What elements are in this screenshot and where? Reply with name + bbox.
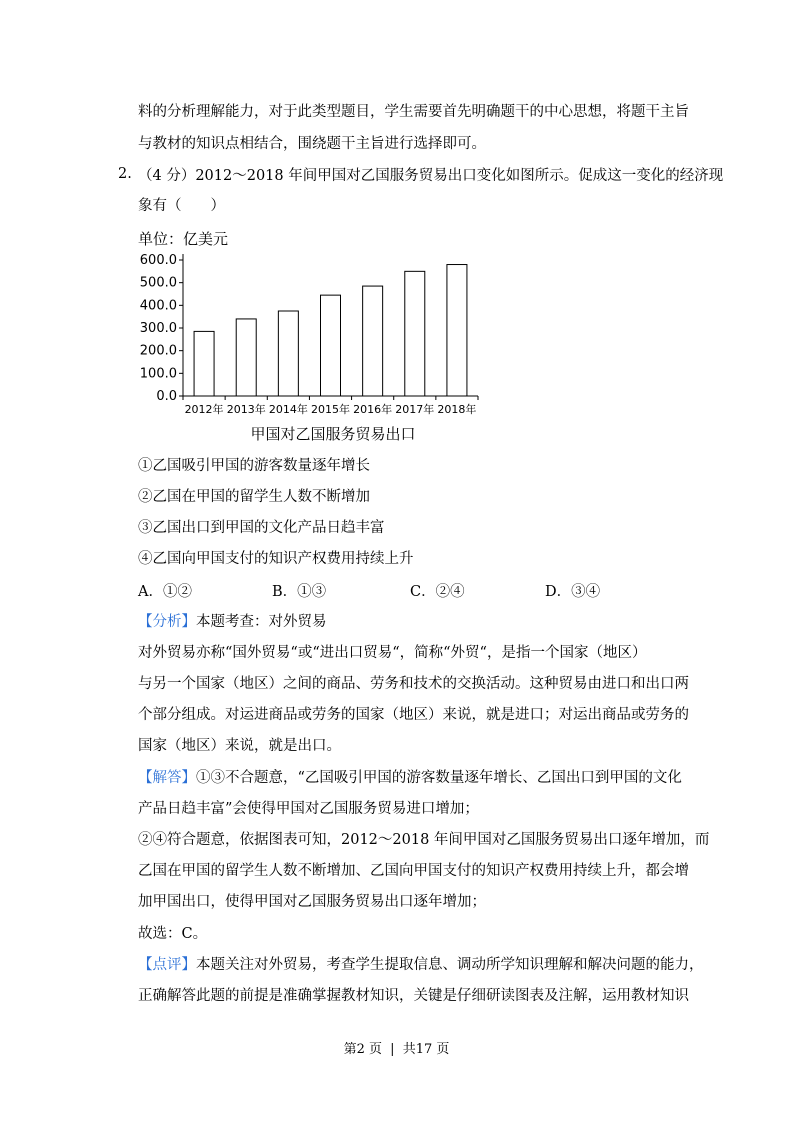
analysis-line: 个部分组成。对运进商品或劳务的国家（地区）来说，就是进口；对运出商品或劳务的	[138, 707, 689, 723]
answer-heading	[138, 768, 682, 788]
statement-1: ①乙国吸引甲国的游客数量逐年增长	[138, 458, 370, 474]
y-tick-label: 500.0	[139, 275, 177, 291]
answer-line: 乙国在甲国的留学生人数不断增加、乙国向甲国支付的知识产权费用持续上升，都会增	[138, 863, 689, 879]
analysis-tag: 【分析】	[138, 614, 196, 630]
y-tick-label: 300.0	[139, 321, 177, 336]
bar-2015年	[321, 295, 341, 396]
option-b: B．①③	[272, 584, 327, 600]
question-stem-line: 象有（ ）	[138, 198, 225, 214]
analysis-line: 对外贸易亦称“国外贸易“或“进出口贸易“，简称“外贸“，是指一个国家（地区）	[138, 645, 647, 661]
analysis-line: 与另一个国家（地区）之间的商品、劳务和技术的交换活动。这种贸易由进口和出口两	[138, 676, 689, 692]
bar-2016年	[363, 286, 383, 396]
analysis-line: 国家（地区）来说，就是出口。	[138, 738, 341, 754]
answer-line: ②④符合题意，依据图表可知，2012～2018 年间甲国对乙国服务贸易出口逐年增加，而	[138, 832, 710, 848]
y-tick-label: 600.0	[139, 253, 177, 268]
y-tick-label: 200.0	[139, 343, 177, 359]
statement-3: ③乙国出口到甲国的文化产品日趋丰富	[138, 520, 385, 536]
x-tick-label: 2016年	[353, 403, 393, 416]
question-number: 2.	[118, 166, 132, 182]
bar-2018年	[447, 265, 467, 396]
page-footer	[0, 1038, 793, 1057]
text-line: 与教材的知识点相结合，围绕题干主旨进行选择即可。	[138, 136, 486, 152]
x-tick-label: 2012年	[184, 403, 224, 416]
y-tick-label: 400.0	[139, 298, 177, 314]
analysis-head: 本题考查：对外贸易	[196, 614, 327, 630]
answer-line: 故选：C。	[138, 926, 208, 942]
comment-heading	[138, 955, 704, 975]
x-tick-label: 2018年	[437, 403, 477, 416]
text-line: 料的分析理解能力，对于此类型题目，学生需要首先明确题干的中心思想，将题干主旨	[138, 104, 689, 120]
page-number: 第2 页	[343, 1042, 383, 1057]
y-tick-label: 100.0	[139, 366, 177, 382]
answer-line: ①③不合题意，“乙国吸引甲国的游客数量逐年增长、乙国出口到甲国的文化	[196, 770, 682, 786]
statement-4: ④乙国向甲国支付的知识产权费用持续上升	[138, 551, 414, 567]
bar-chart	[128, 224, 488, 454]
chart-title: 甲国对乙国服务贸易出口	[250, 425, 416, 443]
x-tick-label: 2017年	[395, 403, 435, 416]
bar-2017年	[405, 271, 425, 396]
statement-2: ②乙国在甲国的留学生人数不断增加	[138, 489, 370, 505]
answer-line: 加甲国出口，使得甲国对乙国服务贸易出口逐年增加；	[138, 894, 486, 910]
x-tick-label: 2014年	[268, 403, 308, 416]
answer-tag: 【解答】	[138, 770, 196, 786]
chart-unit-label: 单位：亿美元	[138, 230, 229, 248]
comment-tag: 【点评】	[138, 957, 196, 973]
page-total: 共17 页	[402, 1042, 450, 1057]
option-a: A．①②	[138, 584, 192, 600]
answer-line: 产品日趋丰富”会使得甲国对乙国服务贸易进口增加；	[138, 801, 479, 817]
analysis-heading	[138, 612, 327, 632]
bar-2014年	[278, 311, 298, 396]
x-tick-label: 2013年	[226, 403, 266, 416]
x-tick-label: 2015年	[311, 403, 350, 416]
bar-2012年	[194, 331, 214, 396]
comment-line: 正确解答此题的前提是准确掌握教材知识，关键是仔细研读图表及注解，运用教材知识	[138, 988, 689, 1004]
question-stem-line: （4 分）2012～2018 年间甲国对乙国服务贸易出口变化如图所示。促成这一变化的经济现	[138, 168, 724, 184]
y-tick-label: 0.0	[156, 389, 177, 404]
option-c: C．②④	[410, 584, 465, 600]
option-d: D．③④	[545, 584, 601, 600]
bar-2013年	[236, 319, 256, 396]
comment-line: 本题关注对外贸易，考查学生提取信息、调动所学知识理解和解决问题的能力，	[196, 957, 704, 973]
footer-separator: |	[390, 1042, 395, 1057]
